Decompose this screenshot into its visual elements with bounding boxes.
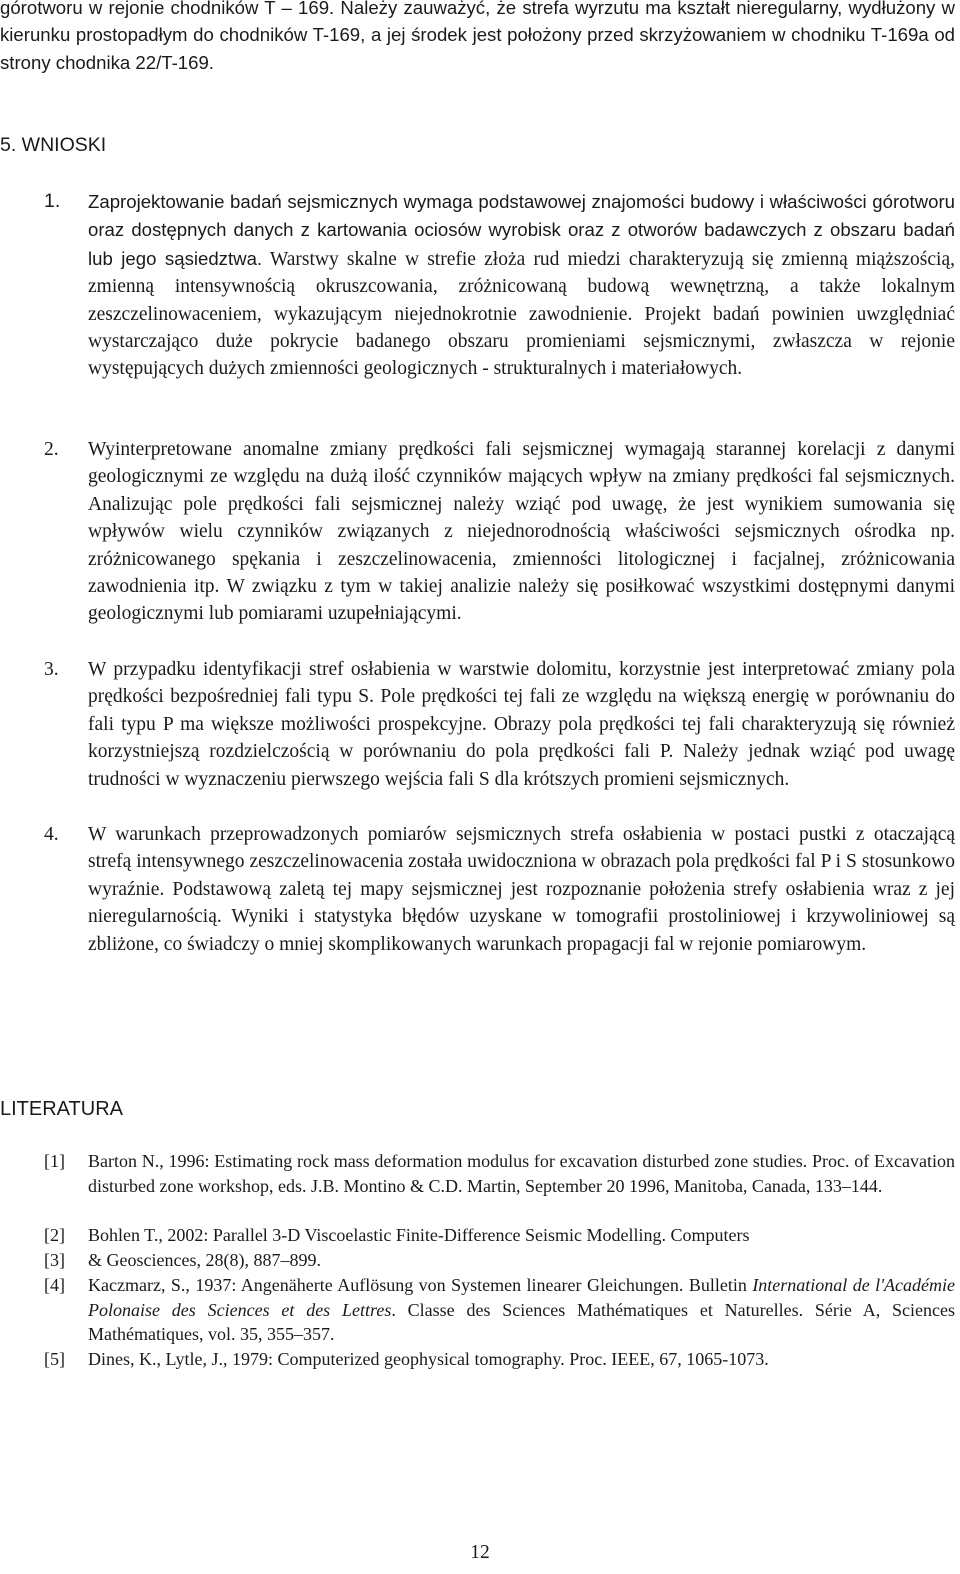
conclusion-text-sans: Zaprojektowanie badań sejsmicznych wymaga podstawowej znajomości budowy i właściwości górotworu oraz dostępnych danych z kartowania ociosów wyrobisk oraz z otworów badawczych z obszaru badań lub jego sąsiedztwa. <box>88 191 955 269</box>
reference-text: Dines, K., Lytle, J., 1979: Computerized geophysical tomography. Proc. IEEE, 67, 1065-1073. <box>88 1349 769 1369</box>
conclusion-number: 4. <box>44 824 59 845</box>
conclusion-text: Wyinterpretowane anomalne zmiany prędkości fali sejsmicznej wymagają starannej korelacji z danymi geologicznymi ze względu na dużą ilość czynników mających wpływ na zmiany prędkości fal sejsmicznych. Analizując pole prędkości fali sejsmicznej należy wziąć pod uwagę, że jest wynikiem sumowania się wpływów wielu czynników związanych z niejednorodnością właściwości sejsmicznych ośrodka np. zróżnicowanego spękania i zeszczelinowacenia, zmienności litologicznej i facjalnej, zróżnicowania zawodnienia itp. W związku z tym w takiej analizie należy się posiłkować wszystkimi dostępnymi danymi geologicznymi lub pomiarami uzupełniającymi. <box>88 439 955 625</box>
page-number: 12 <box>470 1542 490 1563</box>
reference-text <box>88 1273 955 1347</box>
reference-number: [5] <box>44 1349 65 1369</box>
section-heading: 5. WNIOSKI <box>0 134 107 156</box>
reference-text: Bohlen T., 2002: Parallel 3-D Viscoelastic Finite-Difference Seismic Modelling. Computers <box>88 1225 750 1245</box>
reference-journal-title: International de l'Académie Polonaise des Sciences et des Lettres <box>88 1275 956 1320</box>
conclusion-text <box>88 188 955 383</box>
reference-number: [3] <box>44 1250 65 1270</box>
reference-text-end: . Classe des Sciences Mathématiques et Naturelles. Série A, Sciences Mathématiques, vol. 35, 355–357. <box>88 1299 955 1344</box>
intro-paragraph: górotworu w rejonie chodników T – 169. Należy zauważyć, że strefa wyrzutu ma kształt nieregularny, wydłużony w kierunku prostopadłym do chodników T-169, a jej środek jest położony przed skrzyżowaniem w chodniku T-169a od strony chodnika 22/T-169. <box>0 0 955 73</box>
reference-number: [2] <box>44 1225 65 1245</box>
conclusion-number: 2. <box>44 439 59 460</box>
reference-number: [4] <box>44 1275 65 1295</box>
references-heading: LITERATURA <box>0 1098 123 1120</box>
conclusion-text: W przypadku identyfikacji stref osłabienia w warstwie dolomitu, korzystnie jest interpretować zmiany pola prędkości bezpośredniej fali typu S. Pole prędkości tej fali ze względu na większą energię w porównaniu do fali typu P ma większe możliwości prospekcyjne. Obrazy pola prędkości tej fali charakteryzują się również korzystniejszą rozdzielczością w porównaniu do pola prędkości fali P. Należy jednak wziąć pod uwagę trudności w wyznaczeniu pierwszego wejścia fali S dla krótszych promieni sejsmicznych. <box>88 659 955 790</box>
reference-text-start: Kaczmarz, S., 1937: Angenäherte Auflösung von Systemen linearer Gleichungen. Bulletin <box>88 1275 753 1295</box>
conclusion-number: 3. <box>44 659 59 680</box>
conclusion-number: 1. <box>44 190 61 212</box>
conclusion-text: W warunkach przeprowadzonych pomiarów sejsmicznych strefa osłabienia w postaci pustki z otaczającą strefą intensywnego zeszczelinowacenia została uwidoczniona w obrazach pola prędkości fal P i S stosunkowo wyraźnie. Podstawową zaletą tej mapy sejsmicznej jest rozpoznanie położenia strefy osłabienia wraz z jej nieregularnością. Wyniki i statystyka błędów uzyskane w tomografii prostoliniowej i krzywoliniowej są zbliżone, co świadczy o mniej skomplikowanych warunkach propagacji fal w rejonie pomiarowym. <box>88 824 955 955</box>
reference-text: & Geosciences, 28(8), 887–899. <box>88 1250 321 1270</box>
conclusion-text-serif: Warstwy skalne w strefie złoża rud miedzi charakteryzują się zmienną miąższością, zmienną intensywnością okruszcowania, zróżnicowaną budową wewnętrzną, a także lokalnym zeszczelinowaceniem, wykazującym niejednokrotnie zawodnienie. Projekt badań powinien uwzględniać wystarczająco duże pokrycie badanego obszaru promieniami sejsmicznymi, zwłaszcza w rejonie występujących dużych zmienności geologicznych - strukturalnych i materiałowych. <box>88 248 955 380</box>
reference-number: [1] <box>44 1151 65 1171</box>
reference-text: Barton N., 1996: Estimating rock mass deformation modulus for excavation disturbed zone studies. Proc. of Excavation disturbed zone workshop, eds. J.B. Montino & C.D. Martin, September 20 1996, Manitoba, Canada, 133–144. <box>88 1151 955 1196</box>
